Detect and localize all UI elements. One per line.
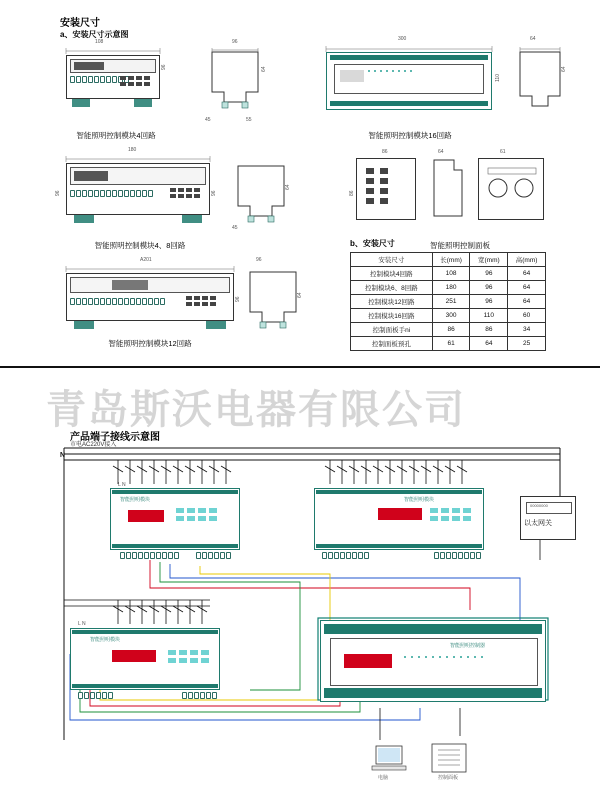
neutral-label: N: [60, 452, 66, 459]
module-48-foot-right: [182, 215, 202, 223]
module-16-bottom-band: [330, 101, 488, 106]
cell-height: 64: [508, 295, 546, 309]
module-48-foot-left: [74, 215, 94, 223]
module-12-foot-right: [206, 321, 226, 329]
gateway-label: 以太网关: [524, 520, 552, 527]
module-4-foot-right: [134, 99, 152, 107]
spec-col-length: 长(mm): [432, 253, 470, 267]
cell-name: 控制模块12回路: [351, 295, 433, 309]
cell-width: 96: [470, 281, 508, 295]
module-2-terminals: [322, 552, 370, 559]
section-divider: [0, 366, 600, 368]
cell-height: 25: [508, 337, 546, 351]
dim-61: 61: [500, 149, 506, 155]
module-1-top-band: [112, 490, 238, 494]
cell-length: 180: [432, 281, 470, 295]
dim-64-b: 64: [285, 184, 291, 190]
wiring-subtitle: 市电AC220V接入: [70, 442, 117, 448]
spec-col-name: 安装尺寸: [351, 253, 433, 267]
module-2-top-band: [316, 490, 482, 494]
cell-height: 60: [508, 309, 546, 323]
dim-45: 45: [205, 117, 211, 123]
module-48-keys: [170, 188, 204, 204]
cell-length: 300: [432, 309, 470, 323]
dim-96-b: 96: [55, 190, 61, 196]
dim-96-a: 96: [161, 64, 167, 70]
dim-55: 55: [246, 117, 252, 123]
module-16-lcd: [340, 70, 364, 82]
dim-96-c: 96: [211, 190, 217, 196]
dim-A201: A201: [140, 257, 152, 263]
dim-96-e: 96: [256, 257, 262, 263]
company-watermark: 青岛斯沃电器有限公司: [46, 388, 466, 432]
table-row: [351, 267, 546, 281]
spec-table: [350, 252, 546, 351]
dim-96-side: 96: [232, 39, 238, 45]
module-3-display: [112, 650, 156, 662]
table-row: [351, 295, 546, 309]
caption-module-48: 智能照明控制模块4、8回路: [94, 241, 186, 250]
module-2-display: [378, 508, 422, 520]
spec-table-header-row: [351, 253, 546, 267]
cell-height: 34: [508, 323, 546, 337]
module-2-bottom-band: [316, 544, 482, 548]
table-row: [351, 323, 546, 337]
cell-name: 控制模块16回路: [351, 309, 433, 323]
module-4-bottom-band: [324, 688, 542, 698]
module-1-terminals-right: [196, 552, 232, 559]
wiring-title: 产品端子接线示意图: [70, 432, 160, 443]
dim-96-d: 96: [235, 296, 241, 302]
section-a-title: 安装尺寸: [60, 18, 100, 29]
spec-col-width: 宽(mm): [470, 253, 508, 267]
dim-180: 180: [128, 147, 137, 153]
dim-110: 110: [495, 74, 501, 82]
module-12-lcd: [112, 280, 148, 290]
module-1-lnrow: L N: [118, 482, 126, 488]
module-48-lcd: [74, 171, 108, 181]
module-16-top-band: [330, 55, 488, 60]
module-2-label: 智能照明模块: [404, 497, 435, 503]
control-panel-label: 控制面板: [438, 775, 459, 781]
module-1-display: [128, 510, 164, 522]
cell-name: 控制模块4回路: [351, 267, 433, 281]
module-48-terminal-row: [70, 190, 154, 197]
module-3-lnrow: L N: [78, 621, 86, 627]
cell-width: 86: [470, 323, 508, 337]
module-12-foot-left: [74, 321, 94, 329]
table-row: [351, 337, 546, 351]
cell-width: 96: [470, 267, 508, 281]
module-1-label: 智能照明模块: [120, 497, 151, 503]
cell-length: 108: [432, 267, 470, 281]
pc-label: 电脑: [378, 775, 389, 781]
cell-name: 控制面板手ni: [351, 323, 433, 337]
caption-module-12: 智能照明控制模块12回路: [108, 339, 192, 348]
cell-length: 86: [432, 323, 470, 337]
caption-module-4: 智能照明控制模块4回路: [76, 131, 156, 140]
module-4-lcd: [74, 62, 104, 70]
gateway-port-label: 00000000: [530, 503, 548, 508]
cell-height: 64: [508, 281, 546, 295]
module-2-terminals-right: [434, 552, 482, 559]
table-row: [351, 281, 546, 295]
spec-col-height: 高(mm): [508, 253, 546, 267]
cell-name: 控制面板预孔: [351, 337, 433, 351]
module-1-terminals: [120, 552, 180, 559]
module-3-terminals: [78, 692, 114, 699]
dim-60: 64: [530, 36, 536, 42]
gateway-port: [526, 502, 572, 514]
section-a-label: a、安装尺寸示意图: [60, 30, 129, 39]
dim-108: 108: [95, 39, 104, 45]
module-3-terminals-right: [182, 692, 218, 699]
module-4-controller-display: [344, 654, 392, 668]
dim-45-b: 45: [232, 225, 238, 231]
dim-64-right: 64: [561, 66, 567, 72]
table-row: [351, 309, 546, 323]
module-3-bottom-band: [72, 684, 218, 688]
cell-width: 64: [470, 337, 508, 351]
dim-64-side: 64: [261, 66, 267, 72]
module-12-terminal-row: [70, 298, 166, 305]
caption-module-16: 智能照明控制模块16回路: [368, 131, 452, 140]
cell-width: 96: [470, 295, 508, 309]
dim-86-h: 86: [349, 190, 355, 196]
dim-34: 64: [438, 149, 444, 155]
dim-300: 300: [398, 36, 407, 42]
module-4-keys: [120, 76, 154, 90]
module-4-top-band: [324, 624, 542, 634]
section-b-label: b、安装尺寸: [350, 239, 395, 248]
cell-width: 110: [470, 309, 508, 323]
dim-86: 86: [382, 149, 388, 155]
cell-length: 61: [432, 337, 470, 351]
module-3-top-band: [72, 630, 218, 634]
dim-64-c: 64: [297, 292, 303, 298]
module-12-keys: [186, 296, 226, 312]
cell-name: 控制模块6、8回路: [351, 281, 433, 295]
module-4-foot-left: [72, 99, 90, 107]
module-1-bottom-band: [112, 544, 238, 548]
cell-length: 251: [432, 295, 470, 309]
cell-height: 64: [508, 267, 546, 281]
module-12-display: [70, 277, 230, 293]
caption-panel: 智能照明控制面板: [430, 241, 490, 250]
module-3-label: 智能照明模块: [90, 637, 121, 643]
module-4-label: 智能照明控制器: [450, 643, 486, 649]
